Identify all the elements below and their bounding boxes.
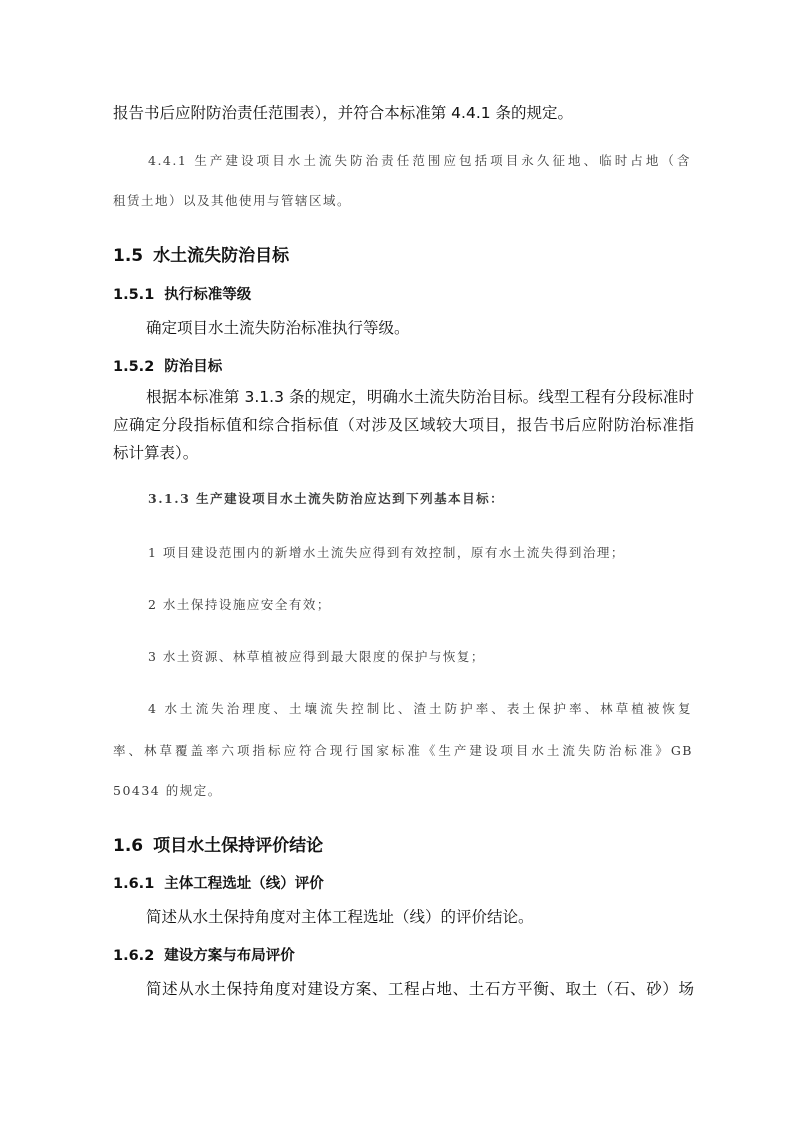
subsection-heading-1-6-1: [113, 872, 324, 893]
quoted-standard-line: 4 水土流失治理度、土壤流失控制比、渣土防护率、表土保护率、林草植被恢复: [148, 701, 692, 716]
quoted-standard-line: 2 水土保持设施应安全有效；: [148, 597, 331, 612]
paragraph-line: 标计算表）。: [113, 444, 199, 462]
section-title: 建设方案与布局评价: [164, 948, 295, 964]
quoted-standard-line: 50434 的规定。: [113, 783, 222, 798]
quoted-standard-line: 3.1.3 生产建设项目水土流失防治应达到下列基本目标：: [148, 491, 505, 506]
paragraph-line: 根据本标准第 3.1.3 条的规定，明确水土流失防治目标。线型工程有分段标准时: [146, 388, 694, 406]
quoted-standard-line: 4.4.1 生产建设项目水土流失防治责任范围应包括项目永久征地、临时占地（含: [148, 153, 691, 168]
subsection-heading-1-5-1: [113, 283, 251, 304]
subsection-heading-1-5-2: [113, 355, 222, 376]
section-title: 执行标准等级: [164, 287, 252, 303]
paragraph-line: 简述从水土保持角度对主体工程选址（线）的评价结论。: [146, 908, 534, 926]
section-number: 1.6.1: [113, 876, 155, 892]
section-number: 1.5.1: [113, 287, 155, 303]
section-heading-1-6: [113, 831, 323, 856]
quoted-standard-line: 3 水土资源、林草植被应得到最大限度的保护与恢复；: [148, 649, 485, 664]
section-heading-1-5: [113, 241, 289, 266]
subsection-heading-1-6-2: [113, 944, 295, 965]
quoted-standard-line: 租赁土地）以及其他使用与管辖区域。: [113, 193, 352, 208]
section-number: 1.6: [113, 836, 144, 856]
section-title: 项目水土保持评价结论: [153, 836, 324, 856]
section-title: 主体工程选址（线）评价: [164, 876, 324, 892]
paragraph-line: 确定项目水土流失防治标准执行等级。: [146, 319, 410, 337]
section-number: 1.5: [113, 246, 144, 266]
quoted-standard-line: 率、林草覆盖率六项指标应符合现行国家标准《生产建设项目水土流失防治标准》GB: [113, 743, 693, 758]
paragraph-line: 应确定分段指标值和综合指标值（对涉及区域较大项目，报告书后应附防治标准指: [113, 416, 694, 434]
paragraph-line: 简述从水土保持角度对建设方案、工程占地、土石方平衡、取土（石、砂）场: [146, 980, 694, 998]
paragraph-line: 报告书后应附防治责任范围表），并符合本标准第 4.4.1 条的规定。: [113, 104, 574, 122]
section-number: 1.6.2: [113, 948, 155, 964]
section-number: 1.5.2: [113, 359, 155, 375]
section-title: 水土流失防治目标: [153, 246, 290, 266]
quoted-standard-line: 1 项目建设范围内的新增水土流失应得到有效控制，原有水土流失得到治理；: [148, 545, 625, 560]
section-title: 防治目标: [164, 359, 223, 375]
